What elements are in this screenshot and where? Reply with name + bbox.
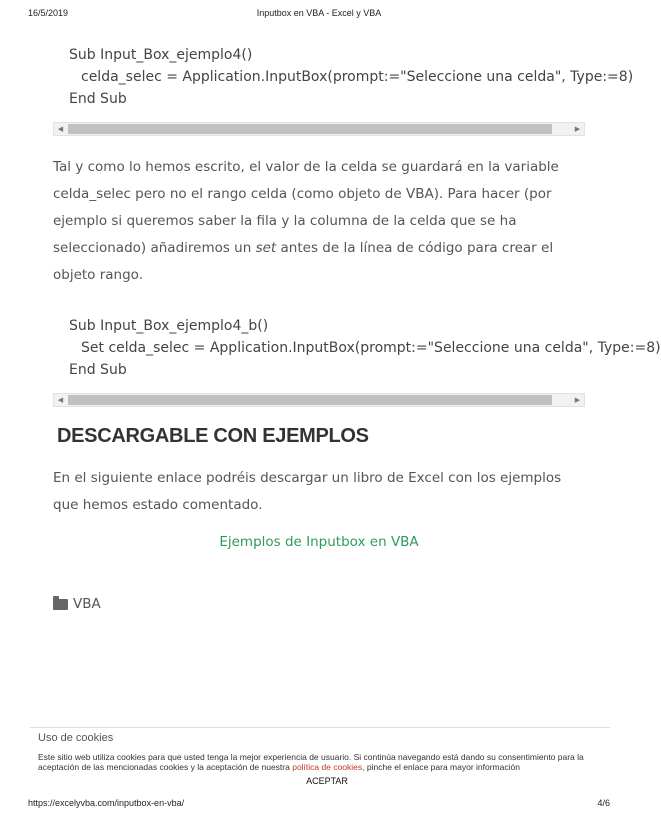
section-heading: DESCARGABLE CON EJEMPLOS <box>57 425 369 447</box>
cookie-text: Este sitio web utiliza cookies para que usted tenga la mejor experiencia de usuario. Si continúa navegando está dando su consentimiento para la aceptación de las mencionadas cookies y la aceptación de nuestra política de cookies, pinche el enlace para mayor información <box>38 752 584 772</box>
folder-icon <box>53 599 68 610</box>
cookie-policy-link[interactable]: política de cookies <box>292 762 363 772</box>
code-line: Set celda_selec = Application.InputBox(prompt:="Seleccione una celda", Type:=8) <box>81 340 661 356</box>
scroll-right-arrow-icon[interactable]: ▶ <box>574 125 581 133</box>
print-url: https://excelyvba.com/inputbox-en-vba/ <box>28 798 185 808</box>
download-examples-link[interactable]: Ejemplos de Inputbox en VBA <box>219 534 419 550</box>
scrollbar-thumb[interactable] <box>68 124 552 134</box>
cookie-banner <box>30 727 610 793</box>
code-block-1-scrollbar[interactable] <box>53 122 585 136</box>
print-footer <box>0 798 638 812</box>
emphasis-set: set <box>255 240 277 256</box>
code-line: Sub Input_Box_ejemplo4() <box>69 47 253 63</box>
post-category[interactable] <box>53 596 101 612</box>
print-page-number: 4/6 <box>597 798 610 808</box>
accept-cookies-button[interactable]: ACEPTAR <box>306 776 348 786</box>
scroll-left-arrow-icon[interactable]: ◀ <box>57 396 64 404</box>
scroll-left-arrow-icon[interactable]: ◀ <box>57 125 64 133</box>
paragraph-set-explanation: Tal y como lo hemos escrito, el valor de la celda se guardará en la variable celda_selec pero no el rango celda (como objeto de VBA). Para hacer (por ejemplo si queremos saber la fila y la columna de la celda que se ha seleccionado) añadiremos un set antes de la línea de código para crear el objeto rango. <box>53 159 559 283</box>
category-label[interactable]: VBA <box>73 596 101 612</box>
print-date: 16/5/2019 <box>28 8 69 18</box>
code-block-2-scrollbar[interactable] <box>53 393 585 407</box>
code-line: celda_selec = Application.InputBox(prompt:="Seleccione una celda", Type:=8) <box>81 69 634 85</box>
scroll-right-arrow-icon[interactable]: ▶ <box>574 396 581 404</box>
print-header <box>0 8 638 22</box>
scrollbar-thumb[interactable] <box>68 395 552 405</box>
download-paragraph: En el siguiente enlace podréis descargar un libro de Excel con los ejemplos que hemos estado comentado. <box>53 470 562 513</box>
code-line: End Sub <box>69 362 127 378</box>
cookie-title: Uso de cookies <box>38 732 114 744</box>
print-title: Inputbox en VBA - Excel y VBA <box>256 8 382 18</box>
code-block-2 <box>69 315 661 381</box>
code-line: Sub Input_Box_ejemplo4_b() <box>69 318 269 334</box>
code-line: End Sub <box>69 91 127 107</box>
code-block-1 <box>69 44 634 110</box>
